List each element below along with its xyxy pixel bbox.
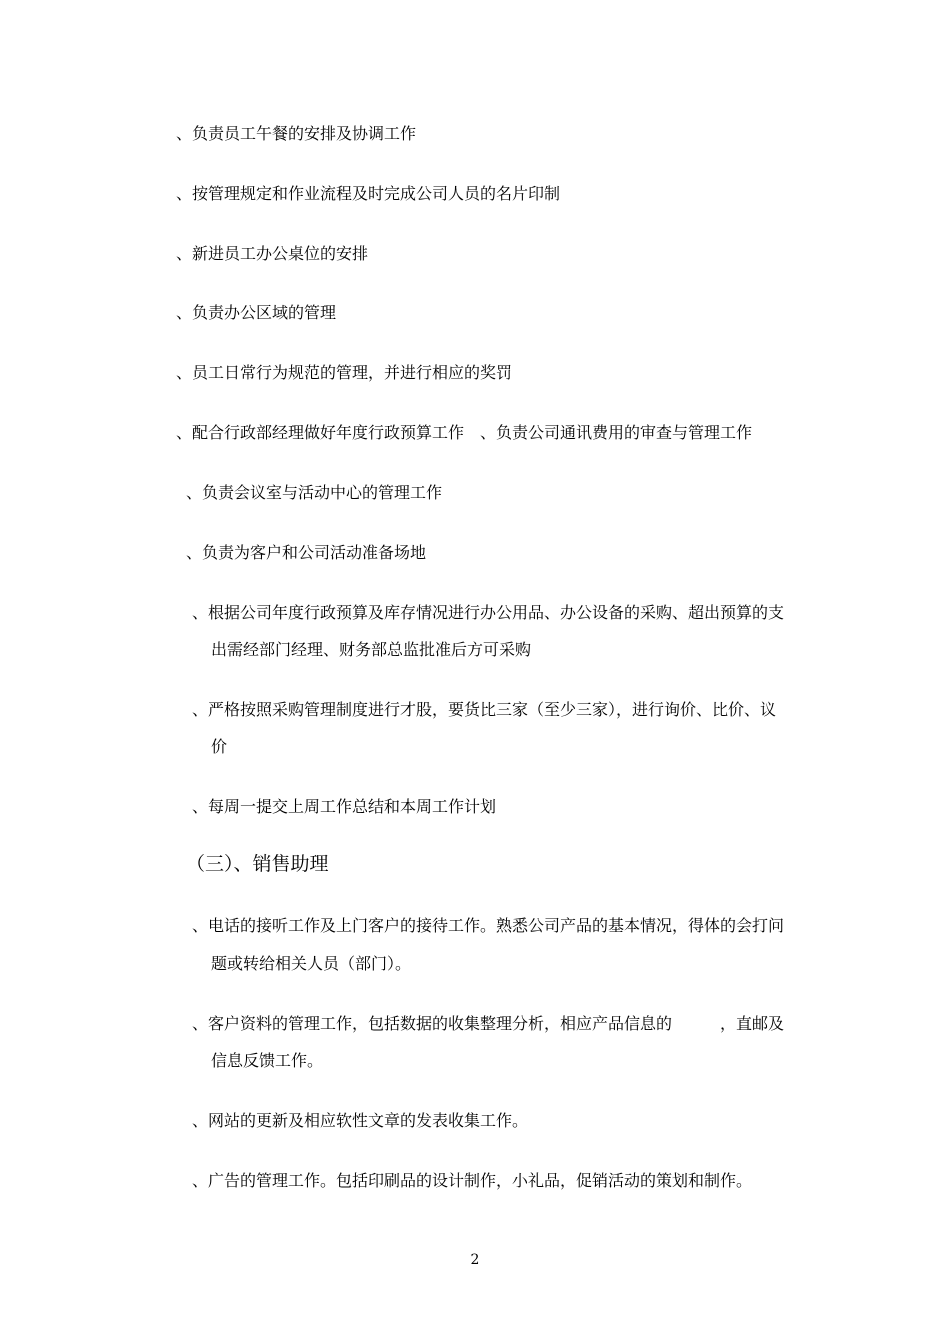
page-number: 2 bbox=[470, 1252, 480, 1268]
list-item-meeting-rooms: 、负责会议室与活动中心的管理工作 bbox=[186, 483, 443, 502]
sales-item-advertising: 、广告的管理工作。包括印刷品的设计制作，小礼品，促销活动的策划和制作。 bbox=[192, 1171, 753, 1190]
list-item-business-cards: 、按管理规定和作业流程及时完成公司人员的名片印制 bbox=[176, 184, 561, 203]
sales-item-customer-data-line1: 、客户资料的管理工作，包括数据的收集整理分析，相应产品信息的 ，直邮及 bbox=[192, 1014, 785, 1033]
list-item-weekly-report: 、每周一提交上周工作总结和本周工作计划 bbox=[192, 797, 497, 816]
list-item-event-venue: 、负责为客户和公司活动准备场地 bbox=[186, 543, 427, 562]
list-item-desk-arrangement: 、新进员工办公桌位的安排 bbox=[176, 244, 369, 263]
list-item-conduct-rules: 、员工日常行为规范的管理，并进行相应的奖罚 bbox=[176, 363, 513, 382]
sales-item-website: 、网站的更新及相应软性文章的发表收集工作。 bbox=[192, 1111, 529, 1130]
sales-item-customer-data-line2: 信息反馈工作。 bbox=[211, 1051, 324, 1070]
section-heading: （三）、销售助理 bbox=[186, 853, 329, 875]
list-item-lunch: 、负责员工午餐的安排及协调工作 bbox=[176, 124, 417, 143]
list-item-purchase-budget-line1: 、根据公司年度行政预算及库存情况进行办公用品、办公设备的采购、超出预算的支 bbox=[192, 603, 785, 622]
list-item-office-area: 、负责办公区域的管理 bbox=[176, 303, 337, 322]
list-item-purchase-rules-line1: 、严格按照采购管理制度进行才股，要货比三家（至少三家），进行询价、比价、议 bbox=[192, 700, 777, 719]
sales-item-phone-line2: 题或转给相关人员（部门）。 bbox=[211, 954, 412, 973]
list-item-purchase-budget-line2: 出需经部门经理、财务部总监批准后方可采购 bbox=[211, 640, 532, 659]
list-item-budget-and-telecom: 、配合行政部经理做好年度行政预算工作 、负责公司通讯费用的审查与管理工作 bbox=[176, 423, 753, 442]
list-item-purchase-rules-line2: 价 bbox=[211, 737, 228, 756]
sales-item-phone-line1: 、电话的接听工作及上门客户的接待工作。熟悉公司产品的基本情况，得体的会打问 bbox=[192, 916, 785, 935]
